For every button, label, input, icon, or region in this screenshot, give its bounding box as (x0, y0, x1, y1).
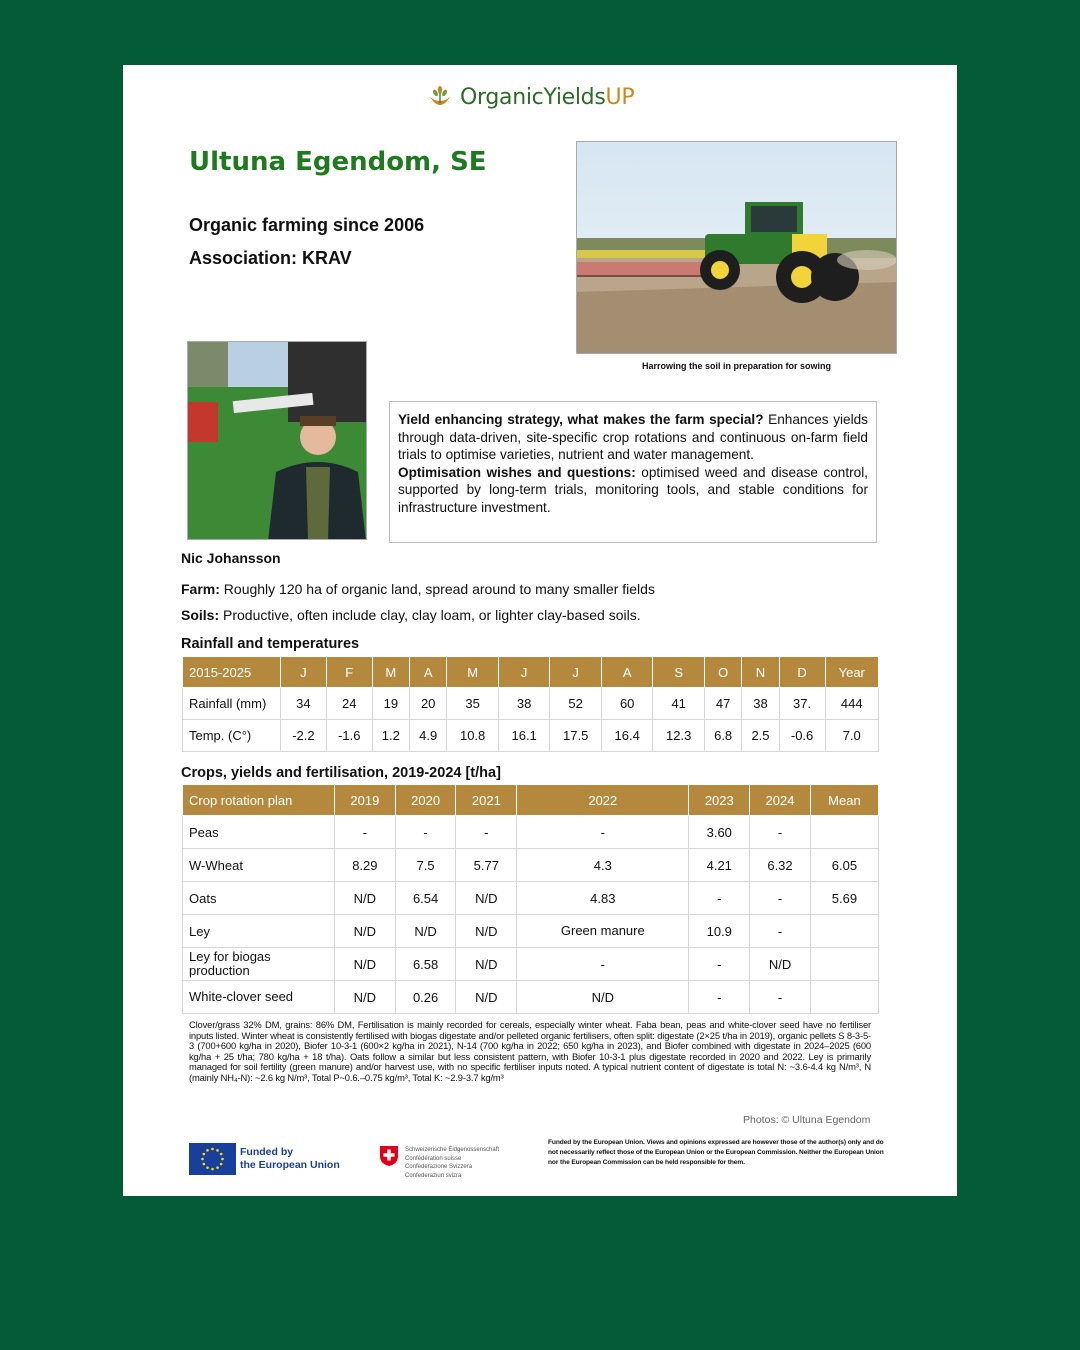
crops-table-cell: 4.3 (517, 849, 689, 882)
crops-table-cell: Green manure (517, 915, 689, 948)
rain-table-header-cell: N (742, 657, 779, 688)
fact-sheet-page (123, 65, 957, 1196)
crops-table-cell: N/D (517, 981, 689, 1014)
association: Association: KRAV (189, 248, 352, 268)
crops-table-cell: N/D (456, 882, 517, 915)
tractor-photo (576, 141, 897, 354)
crops-table-cell: - (750, 816, 811, 849)
crops-table-cell: 6.32 (750, 849, 811, 882)
rain-table-title: Rainfall and temperatures (181, 636, 360, 652)
rain-table-cell: 24 (326, 688, 372, 720)
rain-table-cell: 17.5 (550, 720, 602, 752)
crops-table-row (183, 948, 879, 981)
crops-table-cell: 0.26 (395, 981, 456, 1014)
crops-table-cell: 7.5 (395, 849, 456, 882)
crops-table-row (183, 915, 879, 948)
farmer-name: Nic Johansson (181, 550, 281, 566)
eu-flag-icon (189, 1143, 236, 1175)
crops-table-cell (810, 981, 878, 1014)
crops-table-header-cell: 2022 (517, 785, 689, 816)
eu-star (211, 1168, 214, 1171)
rain-table-cell: -1.6 (326, 720, 372, 752)
organic-since: Organic farming since 2006 (189, 215, 425, 235)
rain-table-header-cell: D (779, 657, 825, 688)
rain-table-cell: 41 (653, 688, 705, 720)
rain-table-cell: 12.3 (653, 720, 705, 752)
rain-table-cell: 2.5 (742, 720, 779, 752)
strategy-answer: Enhances yields through data-driven, site-specific crop rotations and continuous on-farm field trials to optimise varieties, nutrient and water management. (398, 412, 868, 463)
crops-table-cell: White-clover seed (183, 981, 335, 1014)
crops-table-header-cell: 2021 (456, 785, 517, 816)
eu-star (203, 1163, 206, 1166)
rain-table-cell: 16.1 (498, 720, 550, 752)
rain-table-cell: 37. (779, 688, 825, 720)
eu-star (220, 1153, 223, 1156)
crops-table-cell: - (689, 981, 750, 1014)
eu-star (206, 1149, 209, 1152)
crops-table-cell: - (689, 882, 750, 915)
photo-caption: Harrowing the soil in preparation for sowing (641, 361, 831, 371)
eu-star (220, 1163, 223, 1166)
rain-table-header-cell: O (704, 657, 741, 688)
rain-table-cell: 47 (704, 688, 741, 720)
crops-table-cell: - (335, 816, 396, 849)
eu-star (221, 1158, 224, 1161)
rain-table-header-cell: S (653, 657, 705, 688)
rain-table-header-cell: F (326, 657, 372, 688)
crops-table-cell: - (395, 816, 456, 849)
crops-table-cell (810, 816, 878, 849)
soils-line: Soils: Productive, often include clay, clay loam, or lighter clay-based soils. (181, 607, 641, 623)
eu-star (211, 1148, 214, 1151)
rain-table-header-cell: M (372, 657, 409, 688)
rain-table-cell: Rainfall (mm) (183, 688, 281, 720)
crops-table-cell: N/D (456, 915, 517, 948)
crops-table-cell: 5.69 (810, 882, 878, 915)
crops-table-cell: 4.83 (517, 882, 689, 915)
logo-wheat-icon (426, 83, 454, 111)
crops-table-header-cell: 2024 (750, 785, 811, 816)
crops-table-cell: 6.05 (810, 849, 878, 882)
crops-table-cell: 4.21 (689, 849, 750, 882)
crops-table-header-cell: 2019 (335, 785, 396, 816)
crops-table-header-cell: Crop rotation plan (183, 785, 335, 816)
crops-table-header-cell: Mean (810, 785, 878, 816)
crops-table-header-cell: 2023 (689, 785, 750, 816)
rain-table-header-cell: 2015-2025 (183, 657, 281, 688)
rain-table-cell: -2.2 (281, 720, 327, 752)
eu-funding-label: Funded by the European Union (240, 1146, 340, 1171)
crops-table-header-row (183, 785, 879, 816)
crops-table-cell: - (517, 816, 689, 849)
crops-table-title: Crops, yields and fertilisation, 2019-2024 [t/ha] (181, 765, 501, 781)
crops-table-cell: - (750, 981, 811, 1014)
crops-table-cell: - (750, 915, 811, 948)
farmer-photo (187, 341, 367, 540)
crops-table-cell: - (750, 882, 811, 915)
strategy-question-label: Yield enhancing strategy, what makes the farm special? (398, 412, 764, 427)
crops-table-cell: N/D (335, 948, 396, 981)
crops-table-row (183, 849, 879, 882)
crops-table-cell: Ley for biogas production (183, 948, 335, 981)
swiss-confederation-label: Schweizerische Eidgenossenschaft Confédération suisse Confederazione Svizzera Confederaziun svizra (405, 1147, 500, 1179)
rain-table-cell: 38 (498, 688, 550, 720)
crops-table-cell: 6.54 (395, 882, 456, 915)
eu-star (203, 1153, 206, 1156)
rain-table-row (183, 688, 879, 720)
farm-line: Farm: Roughly 120 ha of organic land, spread around to many smaller fields (181, 581, 655, 597)
photo-credit: Photos: © Ultuna Egendom (743, 1114, 871, 1126)
rain-table-header-cell: J (281, 657, 327, 688)
crops-table-cell: - (689, 948, 750, 981)
crops-table-cell (810, 948, 878, 981)
eu-disclaimer: Funded by the European Union. Views and opinions expressed are however those of the author(s) only and do not necessarily reflect those of the European Union or the European Commission. Neither the European Union nor the European Commission can be held responsible for them. (548, 1139, 884, 1166)
crops-table-cell: N/D (335, 915, 396, 948)
eu-star (201, 1158, 204, 1161)
rain-table-cell: 38 (742, 688, 779, 720)
rain-table-cell: 34 (281, 688, 327, 720)
rain-table-cell: 35 (447, 688, 499, 720)
eu-star (216, 1149, 219, 1152)
crops-table-cell: Oats (183, 882, 335, 915)
optimisation-text: optimised weed and disease control, supported by long-term trials, monitoring tools, and stable conditions for infrastructure investment. (398, 464, 868, 515)
strategy-box (389, 401, 877, 543)
rain-table-cell: 16.4 (601, 720, 653, 752)
crops-table-cell: N/D (456, 948, 517, 981)
optimisation-label: Optimisation wishes and questions: (398, 464, 636, 480)
crops-table-cell: Peas (183, 816, 335, 849)
swiss-shield-icon (379, 1145, 399, 1167)
crops-table-header-cell: 2020 (395, 785, 456, 816)
organicyieldsup-logo (426, 81, 634, 113)
fertilisation-footnote: Clover/grass 32% DM, grains: 86% DM, Fertilisation is mainly recorded for cereals, especially winter wheat. Faba bean, peas and white-clover seed have no fertiliser inputs listed. Winter wheat is consistently fertilised with biogas digestate and/or pelleted organic fertilisers, often split: digestate (2×25 t/ha in 2019), organic pellets S 8-3-5-3 (700+600 kg/ha in 2020), Biofer 10-3-1 (600×2 kg/ha in 2021), N-14 (700 kg/ha in 2022; 650 kg/ha in 2023), and Biofer combined with digestate in 2024–2025 (600 kg/ha + 25 t/ha; 780 kg/ha + 18 t/ha). Oats follow a similar but less consistent pattern, with Biofer 10-3-1 plus digestate recorded in 2020 and 2022. Ley is primarily managed for soil fertility (green manure) and/or harvest use, with no specific fertiliser inputs noted. A typical nutrient content of digestate is total N: ~3.6-4.4 kg N/m³, N (mainly NH₄-N): ~2.6 kg N/m³, Total P~0.6.–0.75 kg/m³, Total K: ~2.9-3.7 kg/m³ (189, 1019, 871, 1083)
rain-table-header-cell: A (410, 657, 447, 688)
rain-table-row (183, 720, 879, 752)
rain-table-header-cell: A (601, 657, 653, 688)
crops-table-cell: 8.29 (335, 849, 396, 882)
rain-table-cell: 6.8 (704, 720, 741, 752)
crops-table-cell: - (517, 948, 689, 981)
crops-table-cell: W-Wheat (183, 849, 335, 882)
rain-table-cell: 1.2 (372, 720, 409, 752)
rain-table-header-cell: Year (825, 657, 879, 688)
rain-table-cell: 19 (372, 688, 409, 720)
rain-table-header-cell: M (447, 657, 499, 688)
crops-table-cell: 6.58 (395, 948, 456, 981)
crops-table-row (183, 882, 879, 915)
crops-table-cell: N/D (750, 948, 811, 981)
rain-table-header-cell: J (550, 657, 602, 688)
crops-yields-table (182, 784, 879, 1014)
crops-table-cell: - (456, 816, 517, 849)
crops-table-cell: 10.9 (689, 915, 750, 948)
crops-table-cell: 5.77 (456, 849, 517, 882)
crops-table-cell: Ley (183, 915, 335, 948)
crops-table-cell: N/D (335, 981, 396, 1014)
rain-table-cell: 52 (550, 688, 602, 720)
crops-table-row (183, 816, 879, 849)
rainfall-temperature-table (182, 656, 879, 752)
rain-table-cell: Temp. (C°) (183, 720, 281, 752)
eu-star (206, 1166, 209, 1169)
crops-table-row (183, 981, 879, 1014)
rain-table-cell: 10.8 (447, 720, 499, 752)
logo-text: OrganicYieldsUP (460, 84, 635, 110)
rain-table-cell: 4.9 (410, 720, 447, 752)
rain-table-header-row (183, 657, 879, 688)
rain-table-cell: -0.6 (779, 720, 825, 752)
rain-table-cell: 7.0 (825, 720, 879, 752)
farm-title: Ultuna Egendom, SE (189, 147, 487, 177)
crops-table-cell: 3.60 (689, 816, 750, 849)
rain-table-cell: 444 (825, 688, 879, 720)
eu-star (216, 1166, 219, 1169)
rain-table-header-cell: J (498, 657, 550, 688)
crops-table-cell: N/D (456, 981, 517, 1014)
crops-table-cell (810, 915, 878, 948)
rain-table-cell: 20 (410, 688, 447, 720)
crops-table-cell: N/D (395, 915, 456, 948)
rain-table-cell: 60 (601, 688, 653, 720)
crops-table-cell: N/D (335, 882, 396, 915)
